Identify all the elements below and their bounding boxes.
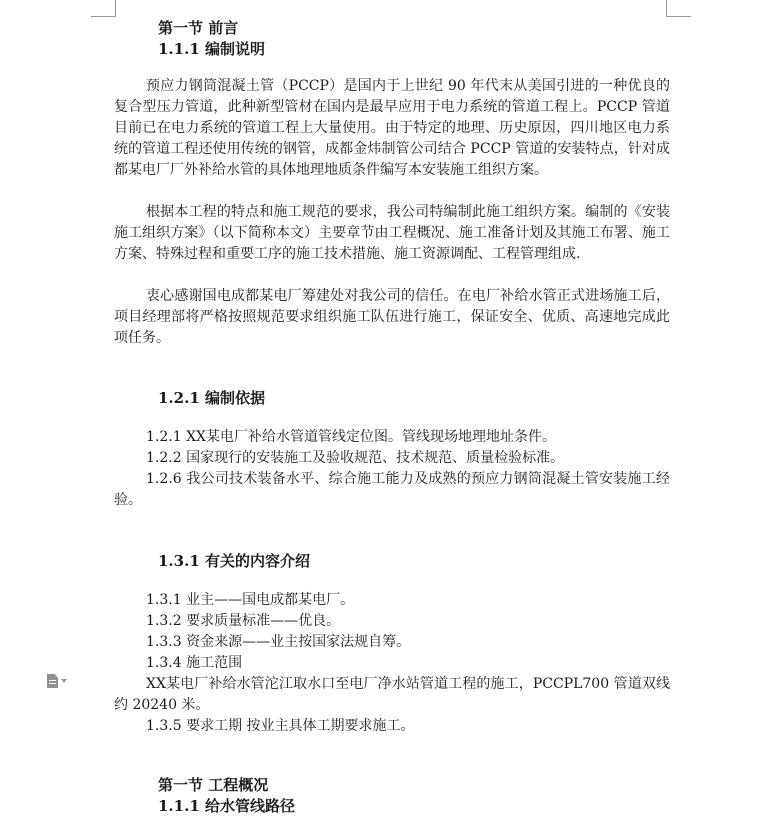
subsection-title-compilation-notes: 1.1.1 编制说明 xyxy=(158,40,265,58)
paragraph-thanks: 衷心感谢国电成都某电厂筹建处对我公司的信任。在电厂补给水管正式进场施工后，项目经理部将严格按照规范要求组织施工队伍进行施工，保证安全、优质、高速地完成此项任务。 xyxy=(114,288,670,346)
subsection-title-related-content: 1.3.1 有关的内容介绍 xyxy=(158,552,310,570)
document-icon xyxy=(47,674,58,688)
paragraph-scope-detail: XX某电厂补给水管沱江取水口至电厂净水站管道工程的施工，PCCPL700 管道双线约 20240 米。 xyxy=(114,676,670,713)
basis-item-2: 1.2.2 国家现行的安装施工及验收规范、技术规范、质量检验标准。 xyxy=(146,450,565,466)
subsection-title-pipeline-route: 1.1.1 给水管线路径 xyxy=(158,797,295,815)
basis-item-3: 1.2.6 我公司技术装备水平、综合施工能力及成熟的预应力钢筒混凝土管安装施工经验。 xyxy=(114,471,670,508)
document-options-icon[interactable] xyxy=(47,674,67,688)
crop-mark-top-right xyxy=(666,0,691,17)
content-item-owner: 1.3.1 业主——国电成都某电厂。 xyxy=(146,592,355,608)
paragraph-plan-structure: 根据本工程的特点和施工规范的要求，我公司特编制此施工组织方案。编制的《安装施工组织方案》（以下简称本文）主要章节由工程概况、施工准备计划及其施工布署、施工方案、特殊过程和重要工序的施工技术措施、施工资源调配、工程管理组成. xyxy=(114,204,670,262)
section-title-preface: 第一节 前言 xyxy=(158,19,239,37)
basis-item-1: 1.2.1 XX某电厂补给水管道管线定位图。管线现场地理地址条件。 xyxy=(146,429,557,445)
chevron-down-icon xyxy=(61,679,67,683)
crop-mark-top-left xyxy=(91,0,116,17)
content-item-funding: 1.3.3 资金来源——业主按国家法规自筹。 xyxy=(146,634,411,650)
subsection-title-compilation-basis: 1.2.1 编制依据 xyxy=(158,389,265,407)
section-title-project-overview: 第一节 工程概况 xyxy=(158,776,269,794)
content-item-schedule: 1.3.5 要求工期 按业主具体工期要求施工。 xyxy=(146,718,415,734)
content-item-scope: 1.3.4 施工范围 xyxy=(146,655,243,671)
paragraph-pccp-intro: 预应力钢筒混凝土管（PCCP）是国内于上世纪 90 年代末从美国引进的一种优良的复合型压力管道，此种新型管材在国内是最早应用于电力系统的管道工程上。PCCP 管道目前已在电力系统的管道工程上大量使用。由于特定的地理、历史原因，四川地区电力系统的管道工程还使用传统的钢管，成都金炜制管公司结合 PCCP 管道的安装特点，针对成都某电厂厂外补给水管的具体地理地质条件编写本安装施工组织方案。 xyxy=(114,78,670,178)
content-item-quality: 1.3.2 要求质量标准——优良。 xyxy=(146,613,341,629)
